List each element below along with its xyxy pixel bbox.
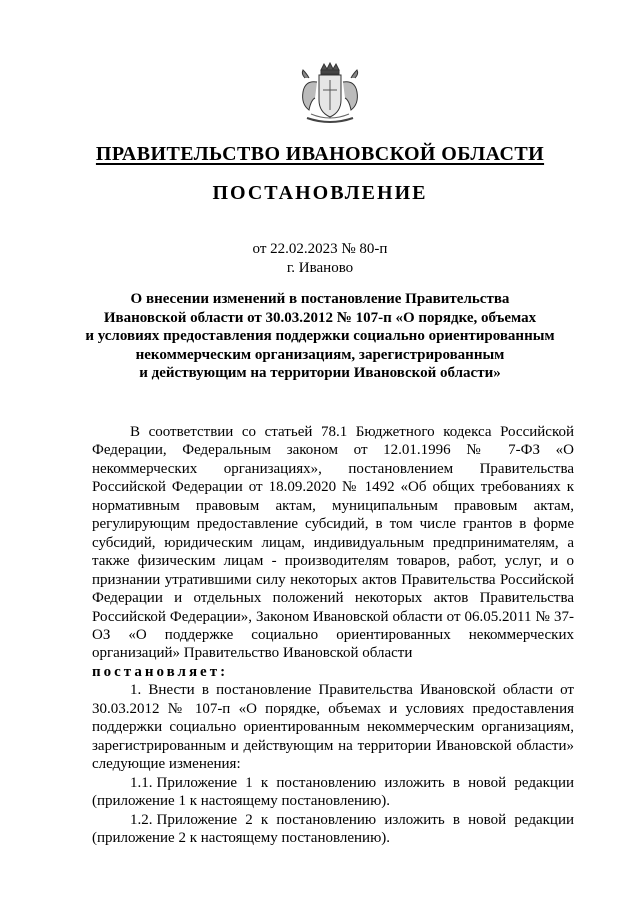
document-type: ПОСТАНОВЛЕНИЕ bbox=[212, 182, 428, 204]
title-line: Ивановской области от 30.03.2012 № 107-п «О порядке, объемах bbox=[103, 309, 537, 326]
subitem-number: 1.2. bbox=[130, 811, 153, 828]
document-city: г. Иваново bbox=[286, 260, 354, 276]
document-title bbox=[0, 290, 640, 383]
item-1-paragraph: 1. Внести в постановление Правительства Ивановской области от 30.03.2012 № 107-п «О порядке, объемах и условиях предоставления поддержки социально ориентированным некоммерческим организациям, зарегистрированным и действующим на территории Ивановской области» следующие изменения: bbox=[92, 682, 574, 773]
title-line: и условиях предоставления поддержки социально ориентированным bbox=[85, 328, 555, 344]
title-line: и действующим на территории Ивановской области» bbox=[139, 365, 501, 381]
subitem-1-2 bbox=[92, 811, 574, 848]
subitem-text: Приложение 2 к постановлению изложить в новой редакции (приложение 2 к настоящему постановлению). bbox=[92, 811, 574, 846]
organization-name: ПРАВИТЕЛЬСТВО ИВАНОВСКОЙ ОБЛАСТИ bbox=[95, 143, 545, 165]
coat-of-arms-emblem bbox=[291, 60, 369, 128]
decree-word: постановляет: bbox=[92, 663, 229, 680]
title-line: некоммерческим организациям, зарегистрированным bbox=[135, 346, 505, 363]
subitem-number: 1.1. bbox=[130, 774, 153, 791]
subitem-text: Приложение 1 к постановлению изложить в новой редакции (приложение 1 к настоящему постановлению). bbox=[92, 774, 574, 810]
preamble-paragraph: В соответствии со статьей 78.1 Бюджетного кодекса Российской Федерации, Федеральным законом от 12.01.1996 № 7-ФЗ «О некоммерческих организациях», постановлением Правительства Российской Федерации от 18.09.2020 № 1492 «Об общих требованиях к нормативным правовым актам, муниципальным правовым актам, регулирующим предоставление субсидий, в том числе грантов в форме субсидий, юридическим лицам, индивидуальным предпринимателям, а также физическим лицам - производителям товаров, работ, услуг, и о признании утратившими силу некоторых актов Правительства Российской Федерации и отдельных положений некоторых актов Правительства Российской Федерации», Законом Ивановской области от 06.05.2011 № 37-ОЗ «О поддержке социально ориентированных некоммерческих организаций» Правительство Ивановской области bbox=[92, 424, 574, 662]
document-date-number: от 22.02.2023 № 80-п bbox=[252, 241, 388, 257]
decree-line bbox=[92, 663, 574, 681]
title-line: О внесении изменений в постановление Правительства bbox=[130, 291, 510, 307]
subitem-1-1 bbox=[92, 774, 574, 811]
document-body bbox=[92, 423, 574, 847]
